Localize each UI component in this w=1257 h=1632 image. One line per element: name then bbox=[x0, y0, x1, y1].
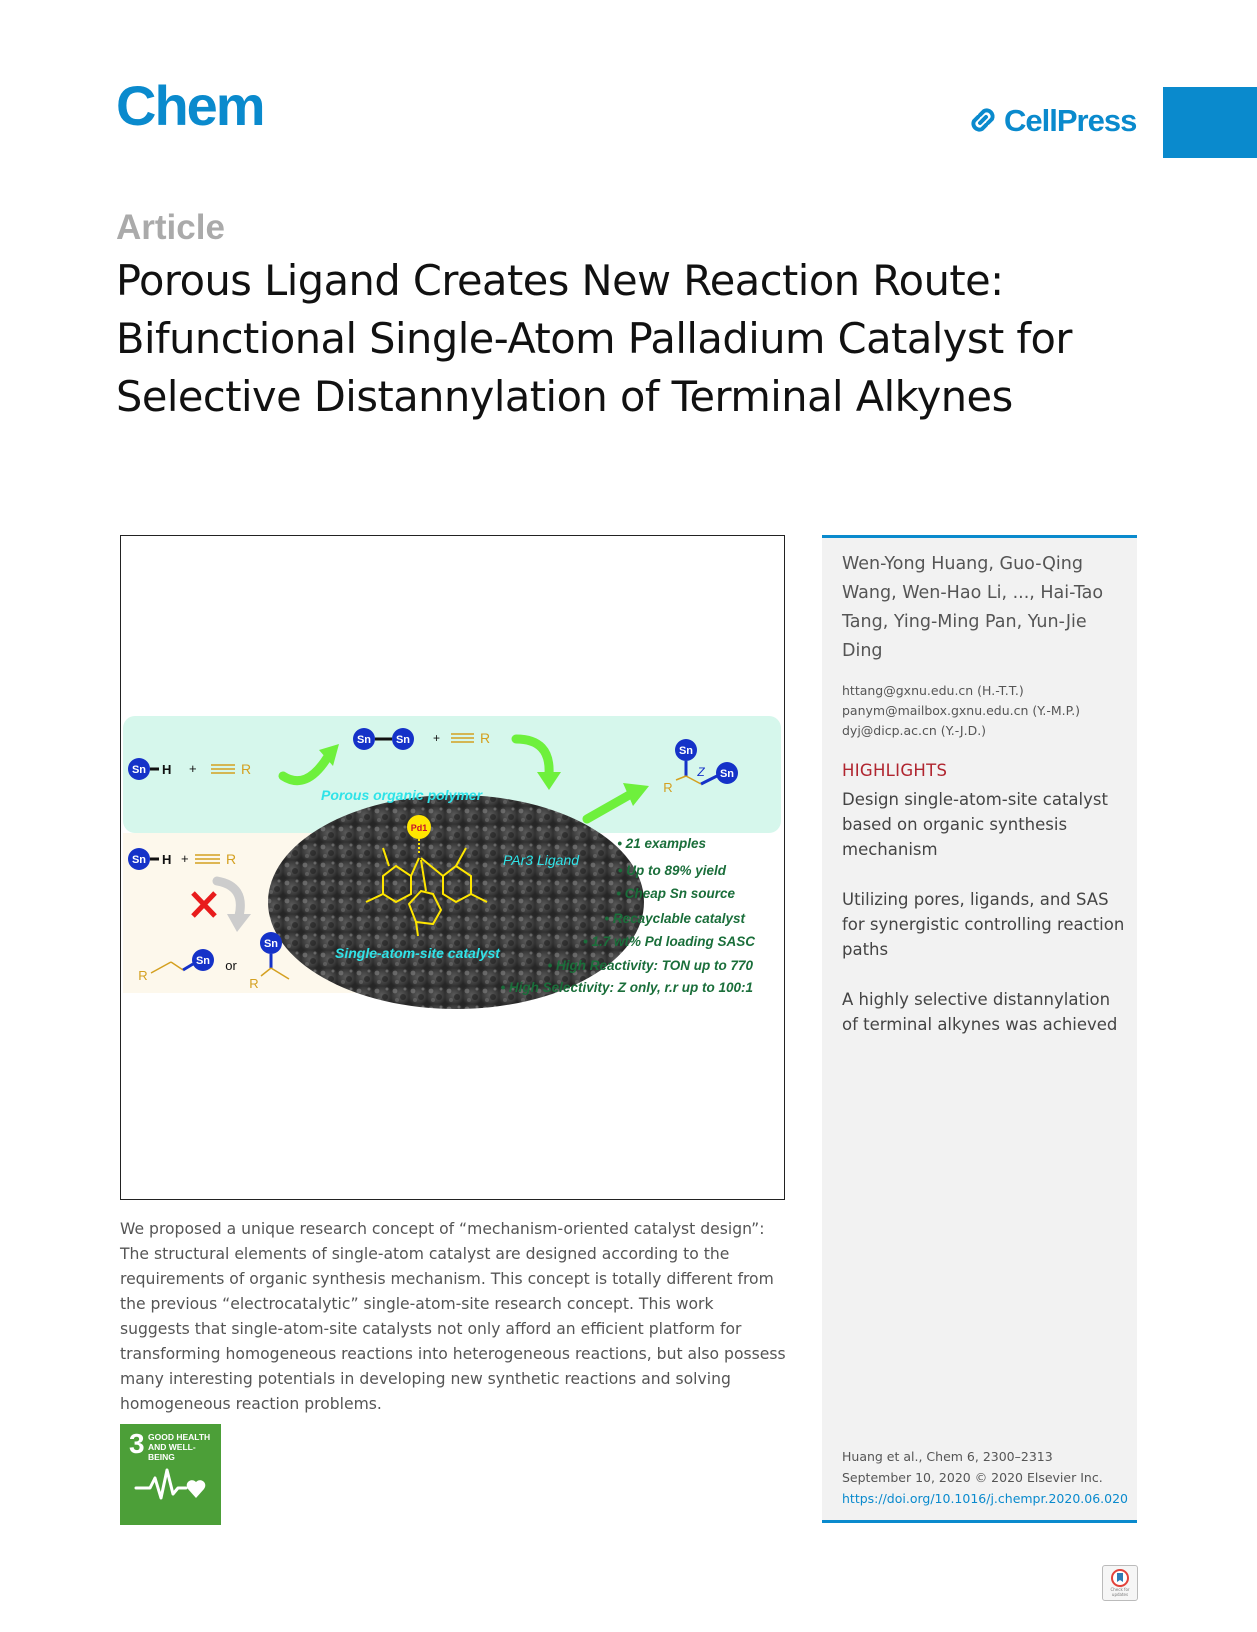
svg-text:or: or bbox=[225, 958, 237, 973]
feature-item: • Recayclable catalyst bbox=[604, 911, 745, 926]
svg-text:H: H bbox=[162, 852, 172, 867]
svg-text:R: R bbox=[138, 968, 148, 983]
svg-text:Sn: Sn bbox=[263, 938, 279, 950]
abstract-text: We proposed a unique research concept of “mechanism-oriented catalyst design”: The structural elements of single-atom catalyst are designed according to the requirements of organic synthesis mechanism. This concept is totally different from the previous “electrocatalytic” single-atom-site research concept. This work suggests that single-atom-site catalysts not only afford an efficient platform for transforming homogeneous reactions into heterogeneous reactions, but also possess many interesting potentials in developing new synthetic reactions and solving homogeneous reaction problems. bbox=[120, 1220, 786, 1413]
svg-text:+: + bbox=[433, 731, 441, 745]
svg-text:R: R bbox=[249, 976, 259, 991]
sasc-label: Single-atom-site catalyst bbox=[335, 945, 500, 961]
svg-text:R: R bbox=[225, 851, 237, 867]
sdg-number: 3 bbox=[129, 1428, 145, 1459]
email-list bbox=[842, 681, 1127, 741]
svg-text:Sn: Sn bbox=[131, 764, 147, 776]
corner-tab bbox=[1163, 87, 1257, 158]
svg-text:Sn: Sn bbox=[719, 768, 735, 780]
svg-text:Sn: Sn bbox=[195, 955, 211, 967]
svg-text:R: R bbox=[479, 730, 491, 746]
cellpress-link-icon bbox=[966, 103, 1000, 137]
feature-item: • Cheap Sn source bbox=[616, 886, 735, 901]
svg-text:R: R bbox=[663, 780, 673, 795]
heartbeat-icon bbox=[134, 1464, 210, 1508]
svg-text:Sn: Sn bbox=[131, 854, 147, 866]
feature-item: • High Selectivity: Z only, r.r up to 100:1 bbox=[500, 980, 753, 995]
highlights-heading: HIGHLIGHTS bbox=[842, 761, 948, 780]
sdg-badge[interactable] bbox=[120, 1424, 221, 1525]
citation-block bbox=[842, 1446, 1132, 1509]
graphical-abstract-figure bbox=[121, 536, 783, 1198]
publication-date: September 10, 2020 © 2020 Elsevier Inc. bbox=[842, 1470, 1103, 1485]
crossmark-label: Check for updates bbox=[1110, 1587, 1130, 1597]
doi-link[interactable]: https://doi.org/10.1016/j.chempr.2020.06.020 bbox=[842, 1491, 1128, 1506]
crossmark-icon bbox=[1111, 1569, 1129, 1587]
polymer-label: Porous organic polymer bbox=[321, 787, 483, 803]
article-title: Porous Ligand Creates New Reaction Route: Bifunctional Single-Atom Palladium Catalyst for Selective Distannylation of Terminal Alkynes bbox=[116, 256, 1072, 421]
svg-text:+: + bbox=[181, 851, 189, 866]
email-link[interactable]: httang@gxnu.edu.cn (H.-T.T.) bbox=[842, 683, 1024, 698]
graphical-abstract bbox=[120, 535, 785, 1200]
feature-item: • 21 examples bbox=[617, 836, 706, 851]
publisher-logo[interactable] bbox=[966, 103, 1136, 137]
author-list[interactable]: Wen-Yong Huang, Guo-Qing Wang, Wen-Hao Li, ..., Hai-Tao Tang, Ying-Ming Pan, Yun-Jie Ding bbox=[842, 554, 1104, 661]
feature-item: • High Reactivity: TON up to 770 bbox=[547, 958, 753, 973]
highlight-item: A highly selective distannylation of terminal alkynes was achieved bbox=[842, 990, 1118, 1034]
email-link[interactable]: dyj@dicp.ac.cn (Y.-J.D.) bbox=[842, 723, 987, 738]
svg-text:Sn: Sn bbox=[395, 734, 411, 746]
journal-logo[interactable]: Chem bbox=[116, 74, 264, 137]
highlight-item: Utilizing pores, ligands, and SAS for synergistic controlling reaction paths bbox=[842, 890, 1125, 959]
citation-reference: Huang et al., Chem 6, 2300–2313 bbox=[842, 1449, 1053, 1464]
svg-text:Z: Z bbox=[697, 765, 705, 779]
publisher-name: CellPress bbox=[1004, 102, 1137, 138]
article-type: Article bbox=[116, 208, 225, 247]
sdg-label: GOOD HEALTH AND WELL-BEING bbox=[148, 1432, 211, 1462]
highlights-list bbox=[842, 787, 1127, 1062]
svg-text:Sn: Sn bbox=[356, 734, 372, 746]
crossmark-badge[interactable] bbox=[1102, 1565, 1138, 1601]
svg-text:+: + bbox=[189, 761, 197, 776]
ligand-label: PAr3 Ligand bbox=[503, 852, 580, 868]
svg-text:Sn: Sn bbox=[678, 745, 694, 757]
feature-item: • 1.7 wt% Pd loading SASC bbox=[583, 934, 755, 949]
svg-text:R: R bbox=[240, 761, 252, 777]
info-sidebar bbox=[822, 535, 1137, 1523]
email-link[interactable]: panym@mailbox.gxnu.edu.cn (Y.-M.P.) bbox=[842, 703, 1081, 718]
svg-text:H: H bbox=[162, 762, 172, 777]
highlight-item: Design single-atom-site catalyst based on organic synthesis mechanism bbox=[842, 790, 1108, 859]
feature-item: • Up to 89% yield bbox=[617, 863, 726, 878]
pd-label: Pd1 bbox=[410, 823, 428, 833]
